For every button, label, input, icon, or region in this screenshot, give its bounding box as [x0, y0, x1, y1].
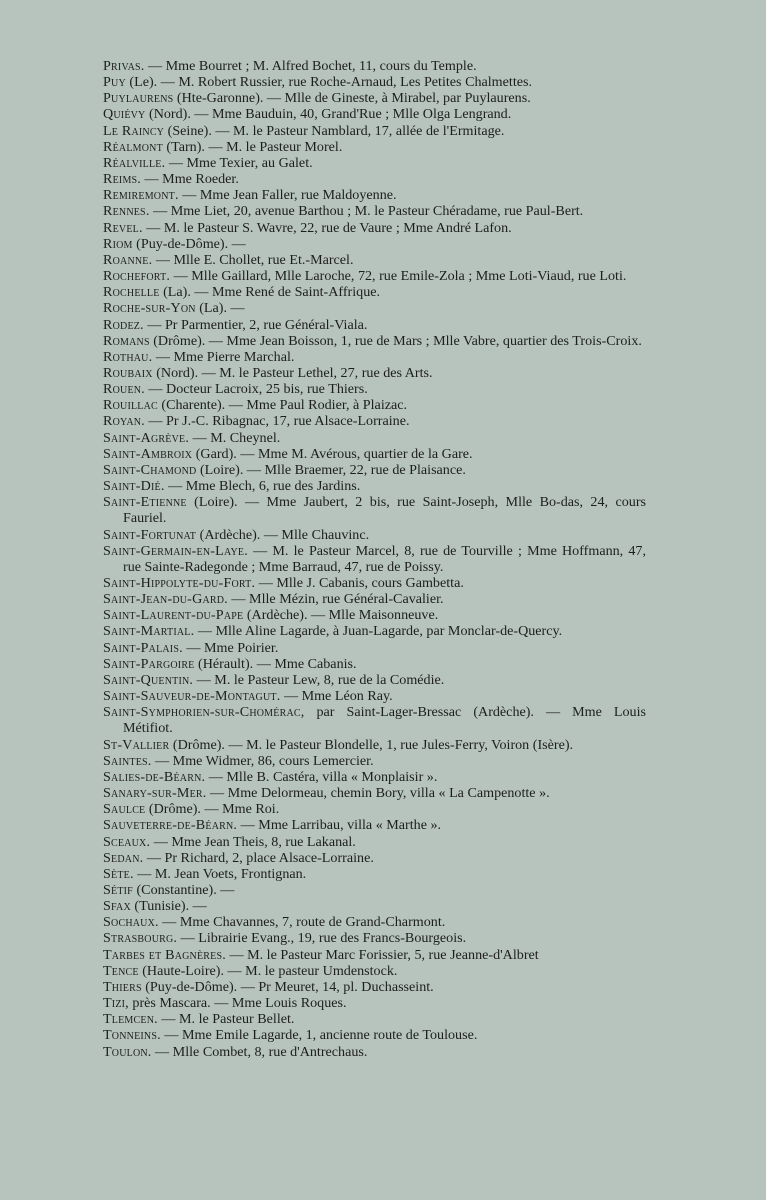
directory-entry	[103, 74, 646, 90]
directory-entry	[103, 640, 646, 656]
place-name: Privas.	[103, 58, 145, 74]
place-name: Tizi,	[103, 995, 129, 1012]
entry-text: — M. le Pasteur Bellet.	[157, 1011, 295, 1028]
entry-text: (Puy-de-Dôme). —	[132, 235, 246, 252]
entry-text: — Mlle E. Chollet, rue Et.-Marcel.	[152, 251, 354, 268]
place-name: Saintes.	[103, 752, 152, 769]
place-name: Réalville.	[103, 154, 166, 171]
directory-entry	[103, 672, 646, 688]
entry-text: (Haute-Loire). — M. le pasteur Umdenstock.	[138, 962, 398, 979]
place-name: Rouen.	[103, 381, 145, 398]
entry-text: (Le). — M. Robert Russier, rue Roche-Arnaud, Les Petites Chalmettes.	[125, 74, 532, 91]
entry-text: — M. le Pasteur Lew, 8, rue de la Comédie.	[193, 671, 445, 688]
directory-entry	[103, 543, 646, 575]
entry-text: près Mascara. — Mme Louis Roques.	[128, 995, 347, 1012]
directory-entry	[103, 753, 646, 769]
directory-entry	[103, 817, 646, 833]
directory-entry	[103, 898, 646, 914]
entry-text: — M. Jean Voets, Frontignan.	[133, 865, 307, 882]
directory-entry	[103, 317, 646, 333]
directory-entry	[103, 203, 646, 219]
entry-text: — Mme Léon Ray.	[280, 688, 393, 705]
entry-text: (Drôme). — Mme Roi.	[145, 801, 280, 818]
place-name: Romans	[103, 332, 150, 349]
directory-entry	[103, 607, 646, 623]
entry-text: — Mme Jean Faller, rue Maldoyenne.	[178, 187, 397, 204]
directory-entry	[103, 995, 646, 1011]
place-name: Salies-de-Béarn.	[103, 768, 206, 785]
directory-entry	[103, 866, 646, 882]
entry-text: — Docteur Lacroix, 25 bis, rue Thiers.	[144, 381, 368, 398]
place-name: Revel.	[103, 219, 143, 236]
place-name: Sauveterre-de-Béarn.	[103, 817, 238, 834]
entry-text: — M. Cheynel.	[189, 429, 281, 446]
directory-entry	[103, 688, 646, 704]
place-name: Rodez.	[103, 316, 144, 333]
entry-text: (Drôme). — Mme Jean Boisson, 1, rue de Mars ; Mlle Vabre, quartier des Trois-Croix.	[149, 332, 642, 349]
entry-text: (La). — Mme René de Saint-Affrique.	[159, 284, 381, 301]
directory-entry	[103, 850, 646, 866]
entry-text: (Drôme). — M. le Pasteur Blondelle, 1, rue Jules-Ferry, Voiron (Isère).	[169, 736, 574, 753]
directory-entry	[103, 300, 646, 316]
directory-entry	[103, 785, 646, 801]
place-name: Thiers	[103, 978, 142, 995]
entry-text: — Mlle J. Cabanis, cours Gambetta.	[255, 575, 464, 591]
place-name: Tarbes et Bagnères.	[103, 946, 226, 963]
entry-text: — Librairie Evang., 19, rue des Francs-Bourgeois.	[177, 930, 467, 947]
directory-entry	[103, 413, 646, 429]
directory-entry	[103, 882, 646, 898]
place-name: Saint-Hippolyte-du-Fort.	[103, 575, 256, 591]
entry-text: (Seine). — M. le Pasteur Namblard, 17, allée de l'Ermitage.	[164, 122, 505, 139]
directory-entry	[103, 1011, 646, 1027]
entry-text: — Mme Jean Theis, 8, rue Lakanal.	[150, 833, 356, 850]
directory-entry	[103, 801, 646, 817]
directory-entry	[103, 979, 646, 995]
directory-entry	[103, 236, 646, 252]
place-name: Rochefort.	[103, 268, 171, 285]
entry-text: — Pr Richard, 2, place Alsace-Lorraine.	[143, 849, 374, 866]
directory-entry	[103, 187, 646, 203]
place-name: Saint-Jean-du-Gard.	[103, 591, 228, 608]
entry-text: — Mme Pierre Marchal.	[152, 348, 295, 365]
place-name: Sète.	[103, 865, 134, 882]
place-name: Riom	[103, 235, 133, 252]
directory-entry	[103, 155, 646, 171]
place-name: Le Raincy	[103, 122, 165, 139]
directory-entry	[103, 381, 646, 397]
directory-entry	[103, 575, 646, 591]
entry-text: (Hérault). — Mme Cabanis.	[194, 655, 357, 672]
directory-entry	[103, 834, 646, 850]
directory-entry	[103, 914, 646, 930]
place-name: Saulce	[103, 801, 146, 818]
entry-text: (Tunisie). —	[130, 898, 207, 915]
entry-text: — Mme Roeder.	[141, 171, 239, 188]
entry-text: (Constantine). —	[132, 881, 235, 898]
place-name: Quiévy	[103, 106, 146, 123]
place-name: Remiremont.	[103, 187, 179, 204]
place-name: Saint-Pargoire	[103, 655, 195, 672]
place-name: Toulon.	[103, 1043, 152, 1060]
place-name: Saint-Martial.	[103, 623, 195, 640]
directory-entry	[103, 252, 646, 268]
place-name: Saint-Dié.	[103, 478, 165, 495]
entry-text: — Pr Parmentier, 2, rue Général-Viala.	[143, 316, 368, 333]
entry-text: (Gard). — Mme M. Avérous, quartier de la Gare.	[192, 445, 473, 462]
directory-entry	[103, 947, 646, 963]
directory-entry	[103, 123, 646, 139]
place-name: Roche-sur-Yon	[103, 300, 196, 317]
directory-entry	[103, 462, 646, 478]
entry-text: par Saint-Lager-Bressac (Ardèche). — Mme Louis Métifiot.	[123, 704, 646, 737]
place-name: Rouillac	[103, 397, 158, 414]
place-name: St-Vallier	[103, 736, 170, 753]
directory-entry	[103, 268, 646, 284]
entry-text: — Mme Bourret ; M. Alfred Bochet, 11, cours du Temple.	[144, 58, 477, 74]
directory-entry	[103, 90, 646, 106]
place-name: Saint-Quentin.	[103, 671, 194, 688]
entry-text: — Mlle Combet, 8, rue d'Antrechaus.	[151, 1043, 368, 1060]
place-name: Réalmont	[103, 138, 163, 155]
directory-entry	[103, 591, 646, 607]
directory-entry	[103, 430, 646, 446]
place-name: Rothau.	[103, 348, 153, 365]
place-name: Saint-Agrève.	[103, 429, 190, 446]
entry-text: (La). —	[195, 300, 245, 317]
entry-text: — Mlle Aline Lagarde, à Juan-Lagarde, par Monclar-de-Quercy.	[194, 623, 563, 640]
entry-text: — Mme Widmer, 86, cours Lemercier.	[151, 752, 374, 769]
directory-entry	[103, 704, 646, 736]
directory-entry	[103, 365, 646, 381]
entry-text: — Pr J.-C. Ribagnac, 17, rue Alsace-Lorraine.	[144, 413, 410, 430]
entry-text: — M. le Pasteur Marc Forissier, 5, rue Jeanne-d'Albret	[225, 946, 539, 963]
place-name: Sochaux.	[103, 914, 159, 931]
entry-text: — M. le Pasteur Marcel, 8, rue de Tourville ; Mme Hoffmann, 47, rue Sainte-Radegonde ; Mme Barraud, 47, rue de Poissy.	[123, 542, 646, 575]
directory-entry	[103, 1027, 646, 1043]
entry-text: (Charente). — Mme Paul Rodier, à Plaizac.	[157, 397, 408, 414]
entry-text: — Mme Larribau, villa « Marthe ».	[237, 817, 442, 834]
directory-entry	[103, 930, 646, 946]
entry-text: — Mme Delormeau, chemin Bory, villa « La Campenotte ».	[206, 785, 550, 802]
place-name: Sanary-sur-Mer.	[103, 785, 207, 802]
directory-entry	[103, 106, 646, 122]
entry-text: — Mme Poirier.	[182, 639, 279, 656]
entry-text: — Mlle Gaillard, Mlle Laroche, 72, rue Emile-Zola ; Mme Loti-Viaud, rue Loti.	[170, 268, 627, 285]
directory-entry	[103, 478, 646, 494]
place-name: Saint-Chamond	[103, 461, 197, 478]
place-name: Tence	[103, 962, 139, 979]
entry-text: (Puy-de-Dôme). — Pr Meuret, 14, pl. Duchasseint.	[141, 978, 434, 995]
place-name: Saint-Laurent-du-Pape	[103, 607, 244, 624]
entry-text: (Loire). — Mlle Braemer, 22, rue de Plaisance.	[196, 461, 466, 478]
place-name: Sfax	[103, 898, 131, 915]
place-name: Saint-Symphorien-sur-Chomérac,	[103, 704, 305, 721]
directory-entry	[103, 397, 646, 413]
entry-text: — M. le Pasteur S. Wavre, 22, rue de Vaure ; Mme André Lafon.	[142, 219, 512, 236]
entry-text: — Mme Blech, 6, rue des Jardins.	[164, 478, 361, 495]
place-name: Tonneins.	[103, 1027, 161, 1044]
place-name: Strasbourg.	[103, 930, 178, 947]
place-name: Sétif	[103, 881, 133, 898]
directory-entry	[103, 349, 646, 365]
place-name: Saint-Germain-en-Laye.	[103, 542, 248, 559]
entry-text: (Nord). — Mme Bauduin, 40, Grand'Rue ; Mlle Olga Lengrand.	[145, 106, 512, 123]
directory-entry	[103, 284, 646, 300]
entry-text: — Mme Texier, au Galet.	[165, 154, 313, 171]
place-name: Saint-Etienne	[103, 494, 187, 511]
directory-entry	[103, 656, 646, 672]
entry-text: (Hte-Garonne). — Mlle de Gineste, à Mirabel, par Puylaurens.	[173, 90, 531, 107]
directory-entry	[103, 1044, 646, 1060]
entry-text: (Ardèche). — Mlle Chauvinc.	[196, 526, 370, 543]
place-name: Roubaix	[103, 364, 153, 381]
place-name: Saint-Ambroix	[103, 445, 193, 462]
directory-entry	[103, 171, 646, 187]
directory-entry	[103, 139, 646, 155]
directory-entry	[103, 963, 646, 979]
directory-entry	[103, 527, 646, 543]
place-name: Rennes.	[103, 203, 150, 220]
directory-entry	[103, 737, 646, 753]
place-name: Tlemcen.	[103, 1011, 158, 1028]
place-name: Saint-Fortunat	[103, 526, 197, 543]
place-name: Puy	[103, 74, 126, 91]
place-name: Saint-Palais.	[103, 639, 183, 656]
directory-entry	[103, 220, 646, 236]
entry-text: — Mlle B. Castéra, villa « Monplaisir ».	[205, 768, 438, 785]
entry-text: — Mlle Mézin, rue Général-Cavalier.	[227, 591, 444, 608]
entry-text: (Tarn). — M. le Pasteur Morel.	[162, 138, 343, 155]
place-name: Rochelle	[103, 284, 160, 301]
place-name: Reims.	[103, 171, 142, 188]
place-name: Puylaurens	[103, 90, 174, 107]
entry-text: — Mme Emile Lagarde, 1, ancienne route de Toulouse.	[160, 1027, 478, 1044]
entry-text: (Nord). — M. le Pasteur Lethel, 27, rue des Arts.	[152, 364, 433, 381]
place-name: Sceaux.	[103, 833, 151, 850]
directory-entry	[103, 623, 646, 639]
entry-text: (Ardèche). — Mlle Maisonneuve.	[243, 607, 439, 624]
place-name: Saint-Sauveur-de-Montagut.	[103, 688, 281, 705]
entry-text: (Loire). — Mme Jaubert, 2 bis, rue Saint-Joseph, Mlle Bo-das, 24, cours Fauriel.	[123, 494, 646, 527]
entry-text: — Mme Chavannes, 7, route de Grand-Charmont.	[158, 914, 446, 931]
place-name: Sedan.	[103, 849, 144, 866]
directory-entry	[103, 494, 646, 526]
directory-entry	[103, 769, 646, 785]
place-name: Roanne.	[103, 251, 153, 268]
directory-entry	[103, 333, 646, 349]
directory-entry	[103, 446, 646, 462]
directory-entry	[103, 58, 646, 74]
entry-text: — Mme Liet, 20, avenue Barthou ; M. le Pasteur Chéradame, rue Paul-Bert.	[149, 203, 584, 220]
place-name: Royan.	[103, 413, 145, 430]
